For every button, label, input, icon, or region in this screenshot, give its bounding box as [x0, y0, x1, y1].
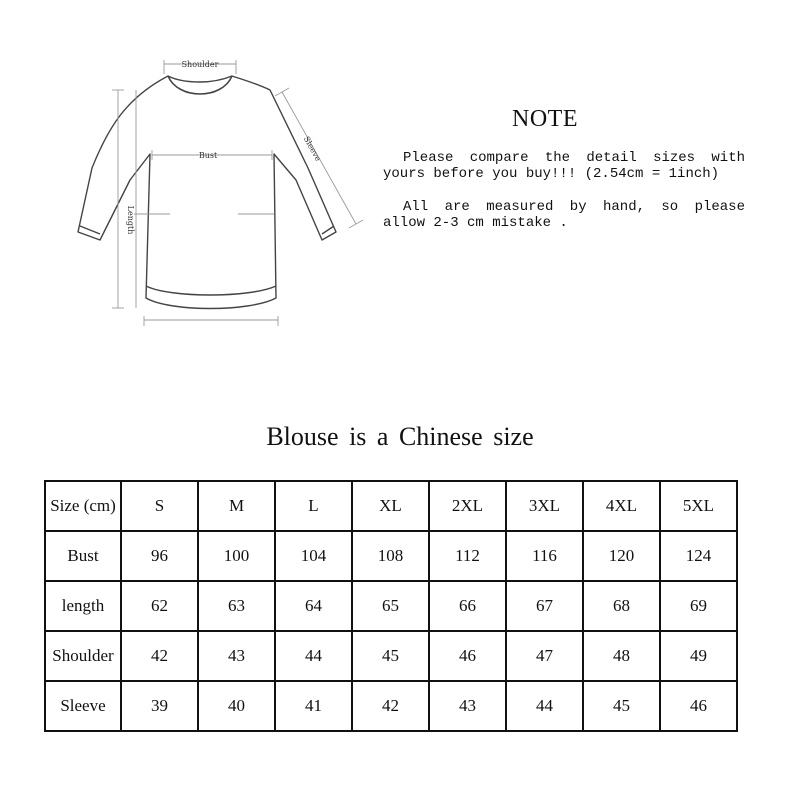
table-header-cell: 4XL	[583, 481, 660, 531]
table-row-label: Shoulder	[45, 631, 121, 681]
shoulder-label: Shoulder	[181, 60, 219, 69]
table-cell: 41	[275, 681, 352, 731]
table-cell: 49	[660, 631, 737, 681]
table-cell: 44	[506, 681, 583, 731]
note-measurement-tolerance: All are measured by hand, so please allow 2-3 cm mistake .	[383, 199, 745, 231]
table-cell: 45	[352, 631, 429, 681]
table-row	[45, 531, 737, 581]
table-cell: 108	[352, 531, 429, 581]
table-cell: 43	[198, 631, 275, 681]
table-cell: 46	[660, 681, 737, 731]
garment-measurement-diagram	[60, 50, 380, 340]
table-header-cell: L	[275, 481, 352, 531]
table-header-cell: Size (cm)	[45, 481, 121, 531]
table-header-cell: M	[198, 481, 275, 531]
table-cell: 65	[352, 581, 429, 631]
table-cell: 63	[198, 581, 275, 631]
table-cell: 45	[583, 681, 660, 731]
table-header-cell: 5XL	[660, 481, 737, 531]
table-row	[45, 681, 737, 731]
table-cell: 120	[583, 531, 660, 581]
note-compare-sizes: Please compare the detail sizes with yours before you buy!!! (2.54cm = 1inch)	[383, 150, 745, 182]
size-table-title: Blouse is a Chinese size	[266, 422, 534, 451]
table-header-cell: S	[121, 481, 198, 531]
size-chart-table	[44, 480, 738, 732]
table-row-label: Bust	[45, 531, 121, 581]
table-cell: 100	[198, 531, 275, 581]
table-row	[45, 581, 737, 631]
table-header-cell: 2XL	[429, 481, 506, 531]
table-row-label: length	[45, 581, 121, 631]
table-cell: 42	[352, 681, 429, 731]
table-cell: 39	[121, 681, 198, 731]
table-header-cell: 3XL	[506, 481, 583, 531]
table-cell: 64	[275, 581, 352, 631]
length-label: Length	[126, 205, 135, 235]
table-cell: 66	[429, 581, 506, 631]
table-cell: 116	[506, 531, 583, 581]
table-cell: 43	[429, 681, 506, 731]
sleeve-label: Sleeve	[301, 134, 323, 163]
measurement-guides	[112, 60, 363, 326]
table-cell: 96	[121, 531, 198, 581]
table-cell: 42	[121, 631, 198, 681]
table-cell: 48	[583, 631, 660, 681]
table-header-cell: XL	[352, 481, 429, 531]
bust-label: Bust	[198, 151, 218, 160]
table-cell: 62	[121, 581, 198, 631]
table-cell: 104	[275, 531, 352, 581]
note-title: NOTE	[512, 106, 578, 132]
table-cell: 67	[506, 581, 583, 631]
table-cell: 69	[660, 581, 737, 631]
table-cell: 40	[198, 681, 275, 731]
table-cell: 124	[660, 531, 737, 581]
table-header-row	[45, 481, 737, 531]
table-cell: 47	[506, 631, 583, 681]
table-cell: 46	[429, 631, 506, 681]
table-cell: 68	[583, 581, 660, 631]
table-cell: 112	[429, 531, 506, 581]
shirt-outline	[78, 76, 336, 309]
table-cell: 44	[275, 631, 352, 681]
table-row	[45, 631, 737, 681]
table-row-label: Sleeve	[45, 681, 121, 731]
